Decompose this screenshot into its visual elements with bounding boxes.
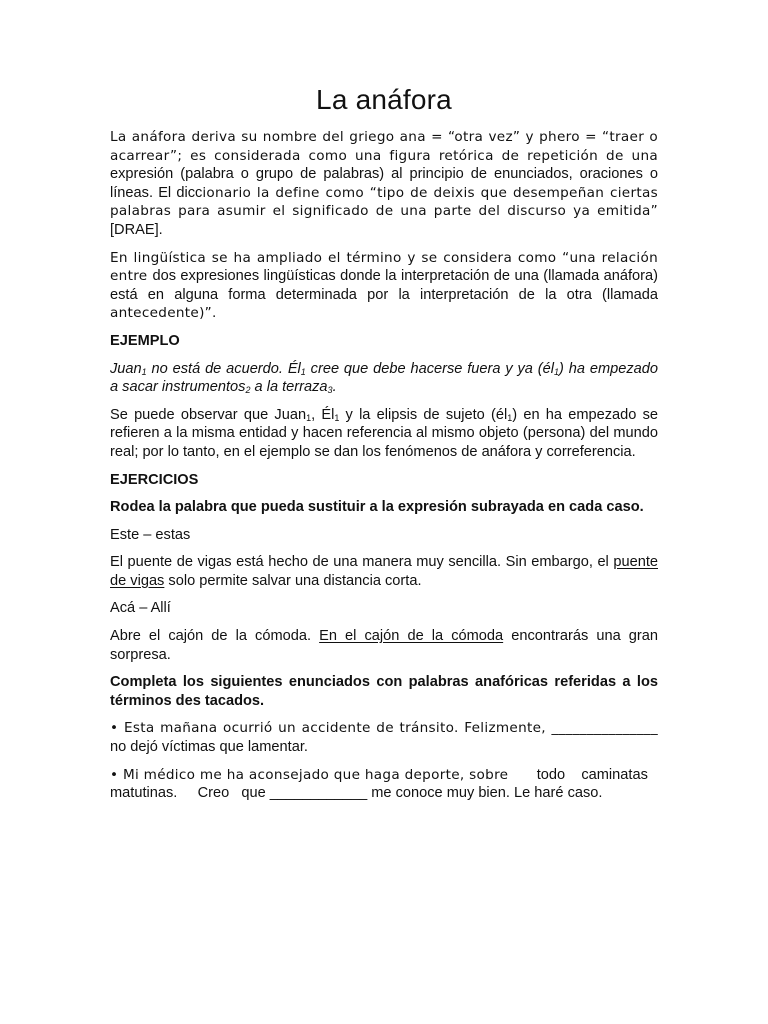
exercise-bullet-1 xyxy=(110,719,658,756)
explanation-d: ) en ha empezado se refieren a la misma entidad y hacen referencia al mismo objeto (persona) del mundo real; por lo tanto, en el ejemplo se dan los fenómenos de anáfora y correferencia. xyxy=(110,406,658,460)
exercise-1-text-a: El puente de vigas está hecho de una manera muy sencilla. Sin embargo, el xyxy=(110,554,614,571)
exercise-2-underlined: En el cajón de la cómoda xyxy=(319,628,504,645)
example-sub-2: 1 xyxy=(300,366,306,377)
exercise-1-underlined: puente de vigas xyxy=(110,554,658,589)
example-explanation xyxy=(110,406,658,462)
example-sentence xyxy=(110,360,658,397)
intro-p2-light-3: antecedente)”. xyxy=(110,305,217,322)
example-text-4: a la terraza xyxy=(250,379,328,396)
exercise-2-text-b: encontrarás una gran sorpresa. xyxy=(110,628,659,663)
intro-text-light-1: La anáfora deriva su nombre del griego ana = “otra vez” y phero = “traer o acarrear”; es considerada como una figura retórica de repetición de una xyxy=(110,129,658,164)
explanation-sub-2: 1 xyxy=(334,412,340,423)
example-sub-1: 1 xyxy=(141,366,147,377)
exercise-bullet-2 xyxy=(110,766,658,803)
example-sub-3: 1 xyxy=(554,366,560,377)
bullet-1-text-a: • Esta mañana ocurrió un accidente de tránsito. Felizmente, _______________ xyxy=(110,720,658,737)
explanation-c: y la elipsis de sujeto (él xyxy=(339,406,508,423)
bullet-2-text-b: todo caminatas matutinas. Creo que ____________ me conoce muy bien. Le haré caso. xyxy=(110,766,652,802)
intro-p2-light-1: En lingüística se ha ampliado el término y se considera como “una relación entre xyxy=(110,249,658,285)
exercise-1-text-b: solo permite salvar una distancia corta. xyxy=(164,572,422,589)
example-sub-4: 2 xyxy=(245,385,251,396)
example-sub-5: 3 xyxy=(327,385,333,396)
example-text-1: no está de acuerdo. Él xyxy=(146,360,301,377)
exercise-1-text xyxy=(110,553,658,590)
example-heading: EJEMPLO xyxy=(110,332,180,349)
example-text-2: cree que debe hacerse fuera y ya (él xyxy=(305,360,555,377)
example-juan: Juan xyxy=(110,360,142,377)
intro-p2-text-2: dos expresiones lingüísticas donde la interpretación de una (llamada anáfora) está en alguna forma determinada por la interpretación de la otra (llamada xyxy=(110,268,658,303)
example-text-3: ) ha empezado a sacar instrumentos xyxy=(110,360,658,396)
exercise-instruction-1: Rodea la palabra que pueda sustituir a la expresión subrayada en cada caso. xyxy=(110,499,644,516)
exercise-2-options: Acá – Allí xyxy=(110,600,171,617)
exercise-1-options: Este – estas xyxy=(110,526,191,543)
exercise-instruction-2: Completa los siguientes enunciados con palabras anafóricas referidas a los términos des tacados. xyxy=(110,674,658,709)
exercise-2-text-a: Abre el cajón de la cómoda. xyxy=(110,628,320,645)
exercise-2-text xyxy=(110,627,658,664)
intro-text-4: [DRAE]. xyxy=(110,221,163,238)
explanation-a: Se puede observar que Juan xyxy=(110,406,307,423)
intro-text-2: expresión (palabra o grupo de palabras) al principio de enunciados, oraciones o líneas. El dicc xyxy=(110,166,658,201)
exercises-heading: EJERCICIOS xyxy=(110,471,199,488)
bullet-2-text-a: • Mi médico me ha aconsejado que haga deporte, sobre xyxy=(110,766,509,783)
explanation-b: , Él xyxy=(311,406,335,423)
intro-text-light-3: ionario la define como “tipo de deixis que desempeñan ciertas palabras para asumir el significado de una parte del discurso ya emitida” xyxy=(110,184,658,220)
explanation-sub-3: 1 xyxy=(507,412,513,423)
explanation-sub-1: 1 xyxy=(306,412,312,423)
intro-paragraph-1 xyxy=(110,128,658,240)
example-text-5: . xyxy=(332,379,337,396)
page-title: La anáfora xyxy=(316,84,452,115)
bullet-1-text-b: no dejó víctimas que lamentar. xyxy=(110,739,308,756)
intro-paragraph-2 xyxy=(110,249,658,323)
